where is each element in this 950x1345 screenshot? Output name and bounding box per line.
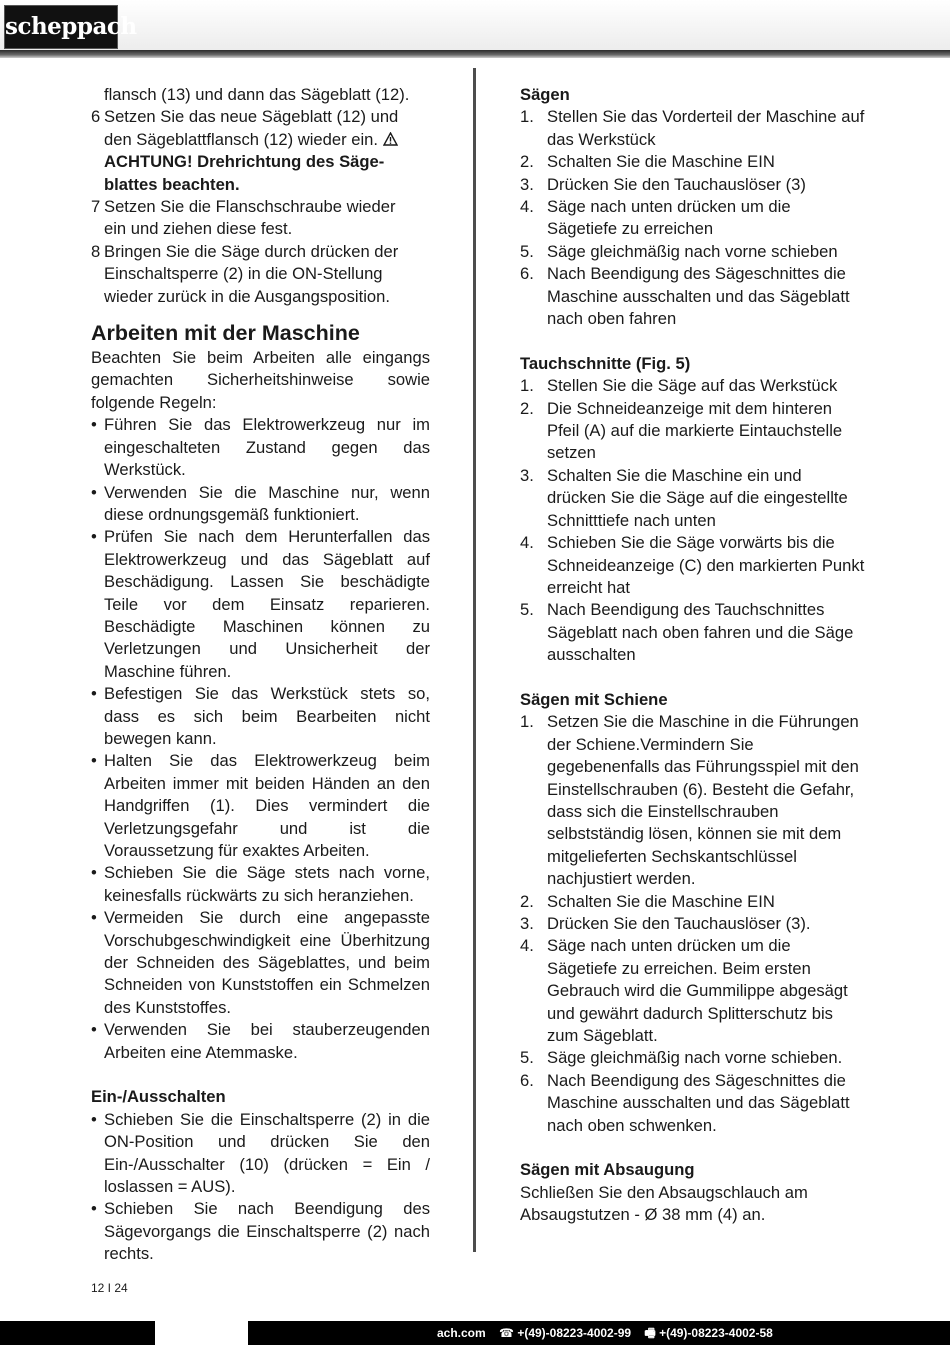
- footer-white-block: [155, 1321, 248, 1345]
- list-item: 1. Stellen Sie die Säge auf das Werkstück: [520, 376, 838, 396]
- list-item: • Halten Sie das Elektrowerkzeug beim Arbeiten immer mit beiden Händen an den Handgriffen (1). Dies vermindert die Verletzungsgefahr und ist die Voraussetzung für exaktes Arbeiten.: [91, 751, 430, 860]
- list-item: • Schieben Sie nach Beendigung des Sägevorgangs die Einschaltsperre (2) nach rechts.: [91, 1199, 430, 1264]
- onoff-list: [91, 1109, 430, 1266]
- header-divider: [0, 50, 950, 58]
- list-item: 4. Säge nach unten drücken um die Sägetiefe zu erreichen. Beim ersten Gebrauch wird die Gummilippe abgesägt und gewährt dadurch Splitterschutz bis zum Sägeblatt.: [520, 936, 848, 1046]
- list-item: 6. Nach Beendigung des Sägeschnittes die Maschine ausschalten und das Sägeblatt nach oben schwenken.: [520, 1070, 850, 1135]
- list-item: 2. Schalten Sie die Maschine EIN: [520, 891, 775, 911]
- step-8: [91, 241, 430, 308]
- list-item: 6. Nach Beendigung des Sägeschnittes die Maschine ausschalten und das Sägeblatt nach oben fahren: [520, 264, 850, 329]
- column-divider: [473, 68, 476, 1252]
- tauch-list: [520, 375, 865, 666]
- subsection-title: Sägen mit Absaugung: [520, 1160, 695, 1180]
- step-line: Setzen Sie das neue Sägeblatt (12) und: [104, 107, 399, 127]
- saegen-list: [520, 106, 865, 330]
- list-item: 2. Schalten Sie die Maschine EIN: [520, 152, 775, 172]
- list-item: • Verwenden Sie die Maschine nur, wenn diese ordnungsgemäß funktioniert.: [91, 482, 430, 524]
- step-number: 7: [91, 197, 101, 217]
- list-item: 4. Säge nach unten drücken um die Sägetiefe zu erreichen: [520, 197, 791, 239]
- list-item: 5. Nach Beendigung des Tauchschnittes Sägeblatt nach oben fahren und die Säge ausschalten: [520, 600, 854, 665]
- footer-contact: [437, 1321, 773, 1345]
- warning-text: ACHTUNG! Drehrichtung des Säge-: [104, 152, 385, 172]
- list-item: 5. Säge gleichmäßig nach vorne schieben: [520, 241, 838, 261]
- list-item: 3. Drücken Sie den Tauchauslöser (3): [520, 174, 806, 194]
- list-item: • Führen Sie das Elektrowerkzeug nur im eingeschalteten Zustand gegen das Werkstück.: [91, 415, 430, 480]
- section-intro: Beachten Sie beim Arbeiten alle eingangs gemachten Sicherheitshinweise sowie folgende Regeln:: [91, 348, 430, 412]
- rules-list: [91, 414, 430, 1064]
- phone-number: ☎ +(49)-08223-4002-99: [499, 1326, 632, 1340]
- list-item: 3. Schalten Sie die Maschine ein und drücken Sie die Säge auf die eingestellte Schnitttiefe nach unten: [520, 465, 848, 530]
- step-number: 6: [91, 107, 101, 127]
- list-item: 3. Drücken Sie den Tauchauslöser (3).: [520, 914, 811, 933]
- list-item: 5. Säge gleichmäßig nach vorne schieben.: [520, 1048, 843, 1068]
- list-item: • Schieben Sie die Einschaltsperre (2) in die ON-Position und drücken Sie den Ein-/Ausschalter (10) (drücken = Ein / loslassen = AUS).: [91, 1109, 430, 1197]
- absaugung-text: Schließen Sie den Absaugschlauch am Absaugstutzen - Ø 38 mm (4) an.: [520, 1182, 808, 1225]
- right-column: [520, 84, 865, 1227]
- subsection-title: Sägen: [520, 85, 570, 104]
- list-item: 1. Stellen Sie das Vorderteil der Maschine auf das Werkstück: [520, 107, 865, 149]
- step-line: Bringen Sie die Säge durch drücken der: [104, 241, 399, 261]
- left-column: [91, 84, 430, 1266]
- subsection-title: Ein-/Ausschalten: [91, 1087, 226, 1107]
- warning-icon: [383, 132, 398, 146]
- step-number: 8: [91, 241, 101, 261]
- list-item: 4. Schieben Sie die Säge vorwärts bis die Schneideanzeige (C) den markierten Punkt erreicht hat: [520, 533, 865, 597]
- footer-bar: [0, 1321, 950, 1345]
- step-line: Setzen Sie die Flanschschraube wieder: [104, 197, 396, 217]
- header-bar: [0, 0, 950, 52]
- step-line: wieder zurück in die Ausgangsposition.: [104, 286, 390, 306]
- subsection-title: Sägen mit Schiene: [520, 689, 668, 709]
- list-item: 1. Setzen Sie die Maschine in die Führungen der Schiene.Vermindern Sie gegebenenfalls das Führungsspiel mit den Einstellschrauben (6). Besteht die Gefahr, dass sich die Einstellschrauben selbstständig lösen, können sie mit dem mitgelieferten Sechskantschlüssel nachjustiert werden.: [520, 712, 859, 889]
- list-item: • Verwenden Sie bei stauberzeugenden Arbeiten eine Atemmaske.: [91, 1020, 430, 1062]
- schiene-list: [520, 711, 865, 1137]
- subsection-title: Tauchschnitte (Fig. 5): [520, 353, 691, 373]
- section-title: Arbeiten mit der Maschine: [91, 321, 360, 346]
- page-number: 12 I 24: [91, 1281, 128, 1295]
- step-line: ein und ziehen diese fest.: [104, 219, 293, 239]
- step-line: den Sägeblattflansch (12) wieder ein.: [104, 129, 430, 151]
- list-item: 2. Die Schneideanzeige mit dem hinteren Pfeil (A) auf die markierte Eintauchstelle setzen: [520, 398, 843, 463]
- list-item: • Prüfen Sie nach dem Herunterfallen das Elektrowerkzeug und das Sägeblatt auf Beschädigung. Lassen Sie beschädigte Teile vor dem Einsatz reparieren. Beschädigte Maschinen können zu Verletzungen und Unsicherheit der Maschine führen.: [91, 527, 430, 681]
- list-item: • Schieben Sie die Säge stets nach vorne, keinesfalls rückwärts zu sich heranziehen.: [91, 863, 430, 905]
- step-6: [91, 106, 430, 196]
- step-7: [91, 196, 430, 241]
- scheppach-logo: scheppach: [4, 5, 118, 49]
- fax-number: 🖷 +(49)-08223-4002-58: [644, 1326, 773, 1340]
- warning-text: blattes beachten.: [104, 174, 240, 194]
- step-line: Einschaltsperre (2) in die ON-Stellung: [104, 264, 383, 284]
- list-item: • Vermeiden Sie durch eine angepasste Vorschubgeschwindigkeit eine Überhitzung der Schneiden des Sägeblattes, und beim Schneiden von Kunststoffen ein Schmelzen des Kunststoffes.: [91, 908, 430, 1017]
- step-continuation: flansch (13) und dann das Sägeblatt (12).: [104, 85, 410, 104]
- website-link[interactable]: ach.com: [437, 1326, 486, 1340]
- list-item: • Befestigen Sie das Werkstück stets so, dass es sich beim Bearbeiten nicht bewegen kann.: [91, 684, 430, 748]
